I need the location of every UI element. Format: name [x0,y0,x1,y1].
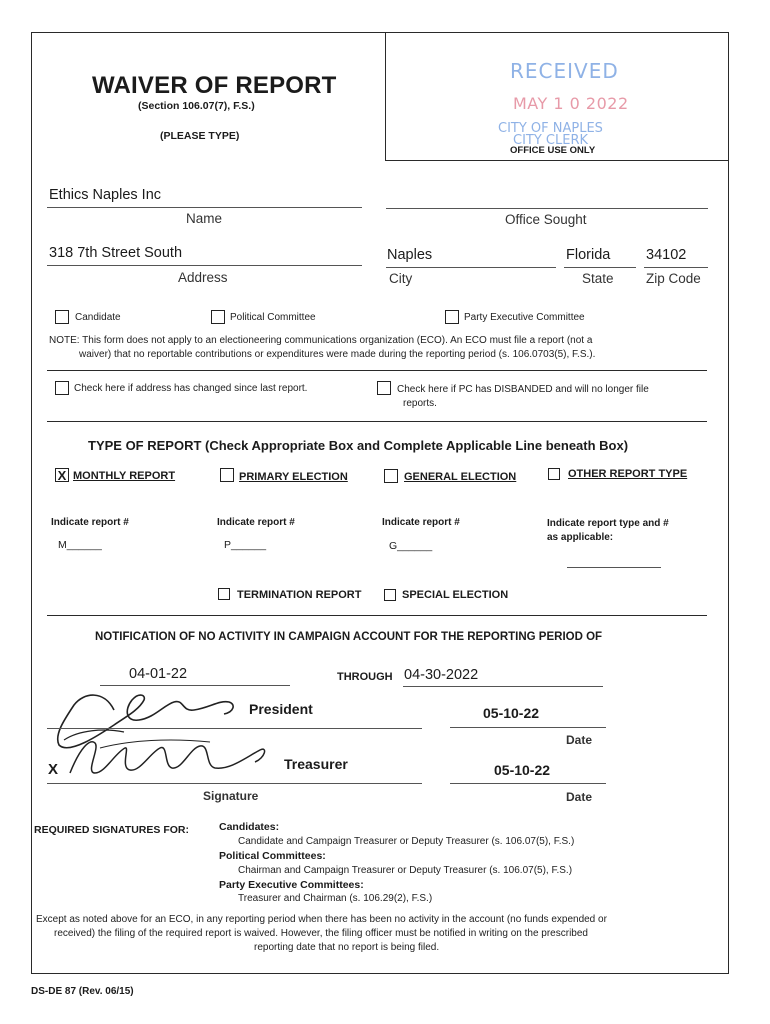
report-type-heading: TYPE OF REPORT (Check Appropriate Box and Complete Applicable Line beneath Box) [88,438,629,453]
period-from-field[interactable]: 04-01-22 [129,666,188,682]
office-use-label: OFFICE USE ONLY [510,145,596,156]
political-committee-label: Political Committee [230,312,316,323]
address-field[interactable]: 318 7th Street South [49,245,183,261]
candidate-checkbox[interactable] [55,310,69,324]
received-date-stamp: MAY 1 0 2022 [513,94,629,113]
party-executive-label: Party Executive Committee [464,312,585,323]
special-election-label: SPECIAL ELECTION [402,589,509,601]
indicate-primary-label: Indicate report # [217,517,295,528]
name-field[interactable]: Ethics Naples Inc [49,187,162,203]
form-identifier: DS-DE 87 (Rev. 06/15) [31,986,134,997]
city-line [386,267,556,268]
pc-disbanded-checkbox[interactable] [377,381,391,395]
clerk-stamp: CITY CLERK [513,133,589,148]
general-number-field[interactable]: G______ [389,540,433,552]
indicate-other-label-2: as applicable: [547,532,614,543]
candidate-label: Candidate [75,312,121,323]
political-committees-heading: Political Committees: [219,850,326,862]
treasurer-label: Treasurer [284,756,348,772]
waiver-explanation-line3: reporting date that no report is being filed. [254,942,440,953]
monthly-report-label: MONTHLY REPORT [73,470,176,482]
address-changed-checkbox[interactable] [55,381,69,395]
president-date-field[interactable]: 05-10-22 [483,705,540,721]
required-signatures-label: REQUIRED SIGNATURES FOR: [34,824,189,836]
waiver-explanation-line1: Except as noted above for an ECO, in any reporting period when there has been no activity in the account (no funds expended or [36,914,607,925]
termination-checkbox[interactable] [218,588,230,600]
city-stamp: CITY OF NAPLES [498,121,603,136]
other-report-label: OTHER REPORT TYPE [568,468,688,480]
monthly-report-checkbox[interactable]: X [55,468,69,482]
party-executive-text: Treasurer and Chairman (s. 106.29(2), F.S.) [238,893,433,904]
through-label: THROUGH [337,671,393,683]
city-label: City [389,271,413,286]
period-to-field[interactable]: 04-30-2022 [404,667,479,683]
termination-label: TERMINATION REPORT [237,589,362,601]
political-committees-text: Chairman and Campaign Treasurer or Deputy Treasurer (s. 106.07(5), F.S.) [238,865,573,876]
president-date-label: Date [566,733,593,747]
state-label: State [582,271,614,286]
candidates-heading: Candidates: [219,821,280,833]
zip-field[interactable]: 34102 [646,247,687,263]
treasurer-date-line [450,783,606,784]
eco-note-line1: NOTE: This form does not apply to an electioneering communications organization (ECO). An ECO must file a report (not a [49,335,593,346]
party-executive-heading: Party Executive Committees: [219,879,364,891]
address-line [47,265,362,266]
primary-election-label: PRIMARY ELECTION [239,471,348,483]
zip-line [644,267,708,268]
general-election-label: GENERAL ELECTION [404,471,517,483]
period-to-line [403,686,603,687]
divider-1 [47,370,707,371]
name-line [47,207,362,208]
x-mark: X [48,761,59,778]
signature-label: Signature [203,789,259,803]
office-sought-label: Office Sought [505,212,587,227]
party-executive-checkbox[interactable] [445,310,459,324]
other-report-line[interactable] [567,567,661,568]
indicate-general-label: Indicate report # [382,517,460,528]
eco-note-line2: waiver) that no reportable contributions or expenditures were made during the reporting period (s. 106.0703(5), F.S.). [79,349,596,360]
treasurer-date-field[interactable]: 05-10-22 [494,762,551,778]
zip-label: Zip Code [646,271,701,286]
city-field[interactable]: Naples [387,247,433,263]
indicate-monthly-label: Indicate report # [51,517,129,528]
treasurer-date-label: Date [566,790,593,804]
divider-2 [47,421,707,422]
primary-number-field[interactable]: P______ [224,539,267,551]
waiver-explanation-line2: received) the filing of the required report is waived. However, the filing officer must be notified in writing on the prescribed [54,928,588,939]
divider-3 [47,615,707,616]
special-election-checkbox[interactable] [384,589,396,601]
president-signature-line[interactable] [47,728,422,729]
office-line [386,208,708,209]
monthly-number-field[interactable]: M______ [58,539,102,551]
candidates-text: Candidate and Campaign Treasurer or Deputy Treasurer (s. 106.07(5), F.S.) [238,836,575,847]
other-report-checkbox[interactable] [548,468,560,480]
name-label: Name [186,211,223,226]
statute-reference: (Section 106.07(7), F.S.) [138,100,255,112]
political-committee-checkbox[interactable] [211,310,225,324]
address-label: Address [178,270,228,285]
president-label: President [249,701,313,717]
primary-election-checkbox[interactable] [220,468,234,482]
please-type-note: (PLEASE TYPE) [160,130,240,142]
indicate-other-label: Indicate report type and # [547,518,669,529]
pc-disbanded-label-2: reports. [403,398,437,409]
general-election-checkbox[interactable] [384,469,398,483]
period-from-line [100,685,290,686]
treasurer-signature-line[interactable] [47,783,422,784]
state-line [564,267,636,268]
state-field[interactable]: Florida [566,247,611,263]
form-title: WAIVER OF REPORT [92,72,337,99]
pc-disbanded-label: Check here if PC has DISBANDED and will no longer file [397,384,649,395]
address-changed-label: Check here if address has changed since last report. [74,383,308,394]
president-date-line [450,727,606,728]
notification-heading: NOTIFICATION OF NO ACTIVITY IN CAMPAIGN ACCOUNT FOR THE REPORTING PERIOD OF [95,631,603,643]
received-stamp: RECEIVED [510,59,619,83]
